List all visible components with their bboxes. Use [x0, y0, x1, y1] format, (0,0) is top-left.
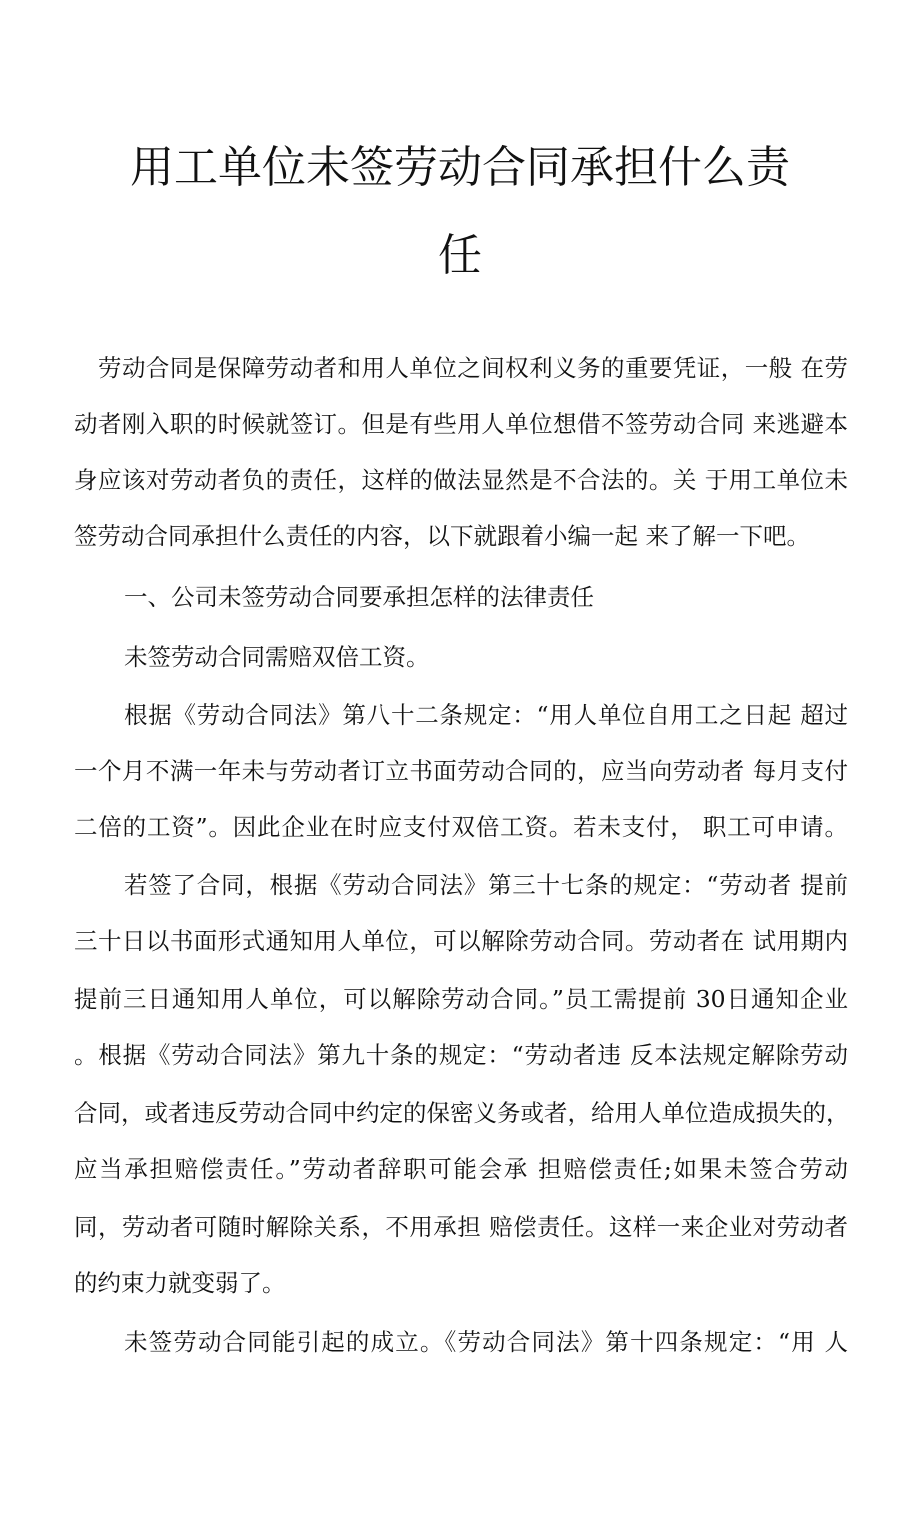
paragraph-line: 若签了合同，根据《劳动合同法》第三十七条的规定：“劳动者 提前 — [124, 871, 848, 899]
paragraph-line: 未签劳动合同能引起的成立。《劳动合同法》第十四条规定：“用 人 — [124, 1328, 848, 1356]
section-heading: 一、公司未签劳动合同要承担怎样的法律责任 — [124, 583, 594, 611]
paragraph-line: 合同，或者违反劳动合同中约定的保密义务或者，给用人单位造成损失的， — [74, 1099, 850, 1127]
paragraph-line: 一个月不满一年未与劳动者订立书面劳动合同的，应当向劳动者 每月支付 — [74, 757, 848, 785]
paragraph-line: 根据《劳动合同法》第八十二条规定：“用人单位自用工之日起 超过 — [124, 701, 848, 729]
paragraph-line: 三十日以书面形式通知用人单位，可以解除劳动合同。劳动者在 试用期内 — [74, 927, 848, 955]
paragraph-line: 签劳动合同承担什么责任的内容，以下就跟着小编一起 来了解一下吧。 — [74, 522, 810, 550]
paragraph-line: 动者刚入职的时候就签订。但是有些用人单位想借不签劳动合同 来逃避本 — [74, 410, 848, 438]
paragraph-line: 劳动合同是保障劳动者和用人单位之间权利义务的重要凭证，一般 在劳 — [98, 354, 848, 382]
paragraph-line: 二倍的工资”。因此企业在时应支付双倍工资。若未支付， 职工可申请。 — [74, 813, 848, 841]
paragraph-line: 应当承担赔偿责任。”劳动者辞职可能会承 担赔偿责任;如果未签合劳动 — [74, 1155, 848, 1183]
paragraph-line: 未签劳动合同需赔双倍工资。 — [124, 643, 430, 671]
paragraph-line: 身应该对劳动者负的责任，这样的做法显然是不合法的。关 于用工单位未 — [74, 466, 848, 494]
paragraph-line: 同，劳动者可随时解除关系，不用承担 赔偿责任。这样一来企业对劳动者 — [74, 1213, 848, 1241]
document-title-line-2: 任 — [438, 230, 482, 281]
paragraph-line: 提前三日通知用人单位，可以解除劳动合同。”员工需提前 30日通知企业 — [74, 985, 848, 1013]
document-title-line-1: 用工单位未签劳动合同承担什么责 — [130, 142, 790, 193]
paragraph-line: 的约束力就变弱了。 — [74, 1269, 286, 1297]
paragraph-line: 。根据《劳动合同法》第九十条的规定：“劳动者违 反本法规定解除劳动 — [74, 1041, 848, 1069]
